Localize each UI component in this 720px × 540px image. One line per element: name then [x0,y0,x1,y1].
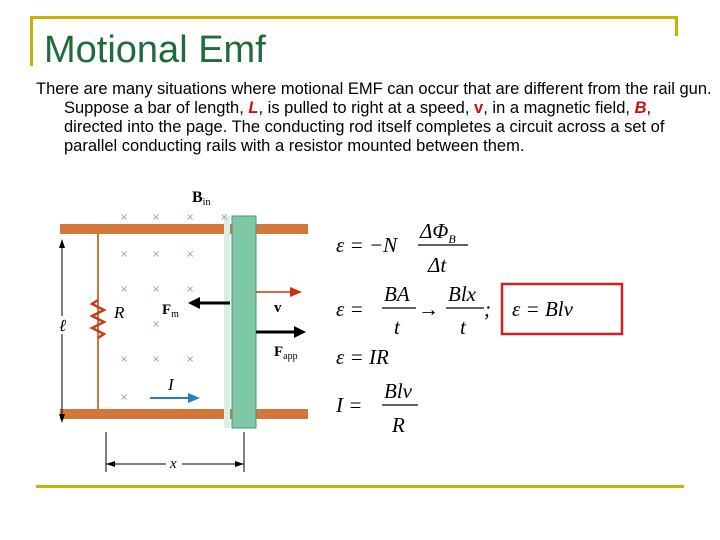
resistor-label: R [114,303,125,322]
boxed-equation: ε = Blv [512,297,573,321]
eq2-semicolon: ; [484,297,491,321]
body-var-v: v [474,99,484,117]
field-cross: × [120,249,129,260]
field-cross: × [186,212,195,223]
field-cross: × [120,354,129,365]
eq4-lhs: I = [336,393,363,417]
field-cross: × [186,249,195,260]
resistor-icon [92,300,104,338]
equations-block [336,210,636,450]
frame-top-line [30,16,678,19]
eq3: ε = IR [336,345,389,369]
trailing-bar [224,216,230,428]
frame-bottom-line [36,485,684,488]
eq4-denominator: R [392,413,405,437]
fapp-arrow-head-icon [294,326,306,338]
x-arrow-left-icon [106,461,115,467]
frame-left-line [30,16,33,66]
eq4-numerator: Blv [384,379,412,403]
field-cross: × [186,354,195,365]
current-label: I [168,375,174,394]
eq1-denominator: Δt [428,253,447,277]
eq2-num2: Blx [448,282,476,306]
body-text-1: There are many situations where motional EMF can occur that are different from the rail gun. Suppose a bar of length, [36,80,712,117]
fm-label: $F_m$ [162,302,179,320]
moving-bar [232,216,256,428]
field-cross: × [186,284,195,295]
v-label: v [274,300,282,316]
field-cross: × [152,249,161,260]
field-cross: × [152,354,161,365]
field-cross: × [120,212,129,223]
body-paragraph [36,80,714,156]
field-cross: × [120,284,129,295]
fm-arrow-head-icon [188,297,200,309]
eq1-lhs: ε = −N [336,233,398,257]
field-cross: × [120,392,129,403]
field-cross: × [220,212,229,223]
length-arrow-up-icon [59,239,65,248]
current-arrow-head-icon [188,393,200,403]
body-text-3: , in a magnetic field, [483,99,635,117]
frame-right-line [675,16,678,36]
rail-circuit-figure [40,182,330,482]
eq1-numerator: $\Delta\Phi_B$ [420,219,456,246]
length-label: ℓ [59,316,67,335]
b-in-label: Bin [192,189,211,208]
fapp-label: $F_{app}$ [274,344,298,362]
field-cross: × [152,284,161,295]
field-crosses [120,212,228,403]
eq2-num1: BA [384,282,410,306]
x-arrow-right-icon [235,461,244,467]
body-var-L: L [248,99,259,117]
eq2-den1: t [394,315,400,339]
x-label: x [170,456,177,472]
body-var-B: B [634,99,647,117]
v-arrow-head-icon [290,287,302,297]
bottom-rail [60,409,308,419]
field-cross: × [152,319,161,330]
eq2-den2: t [460,315,466,339]
body-text-2: , is pulled to right at a speed, [258,99,475,117]
page-title: Motional Emf [44,29,266,71]
eq2-lhs: ε = [336,297,364,321]
eq2-arrow: → [418,297,439,321]
body-text-4: , directed into the page. The conducting rod itself completes a circuit across a set of parallel conducting rails with a resistor mounted between them. [64,99,665,155]
top-rail [60,224,308,234]
field-cross: × [152,212,161,223]
